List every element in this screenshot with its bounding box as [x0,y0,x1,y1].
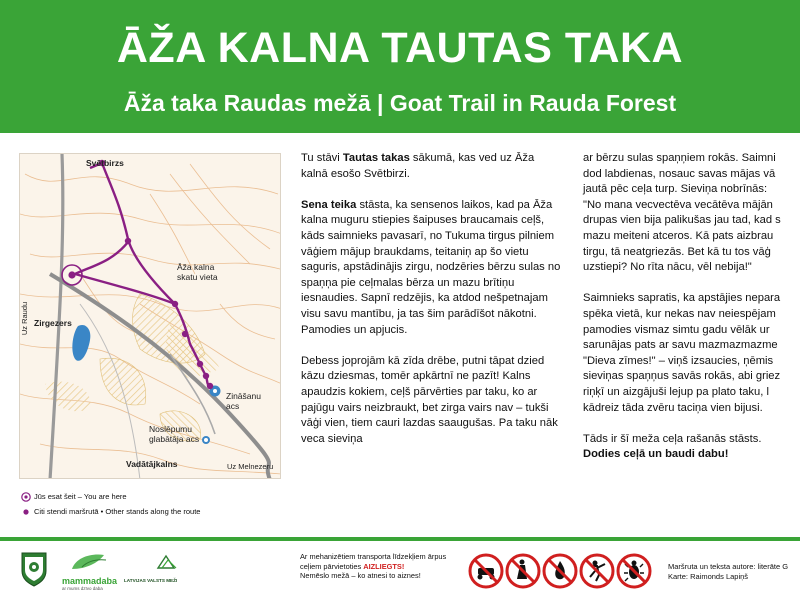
no-disturbing-insects-sign-icon [616,553,652,589]
footer-regulation-note [300,552,460,581]
map-legend [20,491,300,521]
lvm-logo [124,552,194,588]
mammadaba-tagline: ar mums dzīvo daba [62,586,103,591]
story-column-1 [301,151,563,463]
story-line: "Dieva zīmes!" – viņš izsaucies, ņēmis [583,354,774,367]
mammadaba-leaf-icon [62,551,122,571]
mammadaba-wordmark: mammadaba [62,576,118,586]
map-label-uz-raudu: Uz Raudu [20,301,30,336]
legend-text: stāsta, ka sensenos laikos, kad pa Āža kalna muguru stiepies šaipuses braucamais ceļš, kāds saimnieks pavasarī, no Tukuma tirgus pilniem vāģiem mājup braukdams, teitaniņ ap šo vietu saguris, apstādinājis zirgu, nodzēries bērzu sulas no spaņņa pie ceļmalas bērza un mazu brītiņu iesnaudies. Sapnī redzējis, ka atdod nešpetnajam visu savu mantību, ja tas šim parādīšot nākotni. Pamodies un apjucis. [301,198,561,336]
closing-line: Tāds ir šī meža ceļa rašanās stāsts. [583,432,762,445]
legend-here-text: Jūs esat šeit – You are here [34,492,127,501]
closing-paragraph [583,432,800,463]
intro-text-c: sākumā, kas ved uz Āža kalnā esošo Svētbirzi. [301,152,535,180]
intro-paragraph [301,151,563,182]
story-line: ar bērzu sulas spaņņiem rokās. Saimni [583,152,776,164]
map-label-zinasanu: Zināšanu [226,391,261,401]
story-line: jautā pēc ceļa turp. Sieviņa nobrīnās: [583,183,768,196]
story-line: uzstiepi? No rīta nācu, vēl nebija!" [583,261,752,274]
footer-credits [668,562,800,582]
legend-stands-text: Citi stendi maršrutā • Other stands along the route [34,507,201,516]
header-banner [0,0,800,133]
map-label-skatu-vieta: skatu vieta [177,272,218,282]
page-subtitle: Āža taka Raudas mežā | Goat Trail in Rauda Forest [123,90,677,116]
mammadaba-logo [62,551,122,591]
no-cutting-trees-sign-icon [505,553,541,589]
map-label-zirgezers: Zirgezers [34,318,72,328]
story-line: pamodies vismaz simtu gadu vēlāk ur [583,323,770,336]
footer-divider [0,537,800,541]
story-paragraph-4 [583,291,800,416]
no-fire-sign-icon [542,553,578,589]
story-line: mazu meiteni atceros. Kā pats aizbrau [583,229,774,242]
story-paragraph-2: Debess joprojām kā zīda drēbe, putni tāpat dzied kāzu dziesmas, tomēr apkārtnī ne pazīt! Kalns apaudzis kokiem, ceļš pārvērties par taku, ko ar pajūgu vairs neizbraukt, bet zirga vairs nav – tukši vāģi vien, tiem cauri lazdas saaugušas. Pa taku nāk veca sieviņa [301,354,558,445]
lvm-tree-icon [152,552,182,572]
credit-map: Karte: Raimonds Lapiņš [668,572,749,581]
regulation-prohibited: AIZLIEGTS! [363,561,405,571]
map-label-noslepumu: Noslēpumu [149,424,192,434]
legend-row-stands [20,506,300,521]
story-line: riņķī un aizgājuši lejup pa plato taku, l [583,385,769,398]
map-label-svetbirzs: Svētbirzs [86,158,124,168]
credit-author: Maršruta un teksta autore: literāte G [668,562,789,571]
story-line: Saimnieks sapratis, ka apstājies nepara [583,292,781,305]
story-line: sieviņas spaņņus savās rokās, abi griez [583,370,781,383]
legend-row-here [20,491,300,506]
story-line: kādreiz tāda zvēru taciņa vien bijusi. [583,401,763,414]
intro-text-a: Tu stāvi [301,152,343,164]
legend-paragraph [301,198,563,338]
municipality-shield-logo [20,551,48,587]
stand-dot-icon [21,507,31,517]
lvm-wordmark: LATVIJAS VALSTS MEŽI [124,578,178,583]
you-are-here-icon [21,492,31,502]
map-label-zinasanu-acs: acs [226,401,240,411]
legend-heading: Sena teika [301,198,357,211]
lake-zirgezers [72,325,90,361]
map-label-vadatajkalns: Vadātājkalns [126,459,178,469]
story-line: tirgu, tā neatgriezās. Bet kā tu tos vāģ [583,245,771,258]
road-uz-raudu [50,154,63,479]
story-line: sarunājas pats ar savu mazmazmazme [583,339,778,352]
story-line: spēka vietā, kur nekas nav neiespējam [583,307,776,320]
regulation-text: Ar mehanizētiem transporta līdzekļiem ārpus ceļiem pārvietoties [300,552,447,571]
map-label-glabataja: glabātāja acs [149,434,200,444]
story-line: drupas vien bija palikušas jau tad, kad s [583,214,781,227]
intro-text-bold: Tautas takas [342,152,410,164]
story-line: dod labdienas, nosauc savas mājas vā [583,167,776,180]
page-title: ĀŽA KALNA TAUTAS TAKA [116,24,684,72]
map-label-aza-kalna: Āža kalna [177,262,215,272]
story-paragraph-3 [583,151,800,276]
closing-call-to-action: Dodies ceļā un baudi dabu! [583,448,729,461]
story-column-2 [583,151,800,478]
map-label-uz-melnezeru: Uz Melnezeru [227,462,274,471]
no-vehicles-sign-icon [468,553,504,589]
no-hunting-sign-icon [579,553,615,589]
story-line: "No mana vecvectēva vecātēva mājān [583,198,773,211]
regulation-litter-note: Nemēslo mežā – ko atnesi to aiznes! [300,571,421,581]
trail-map [19,153,281,479]
